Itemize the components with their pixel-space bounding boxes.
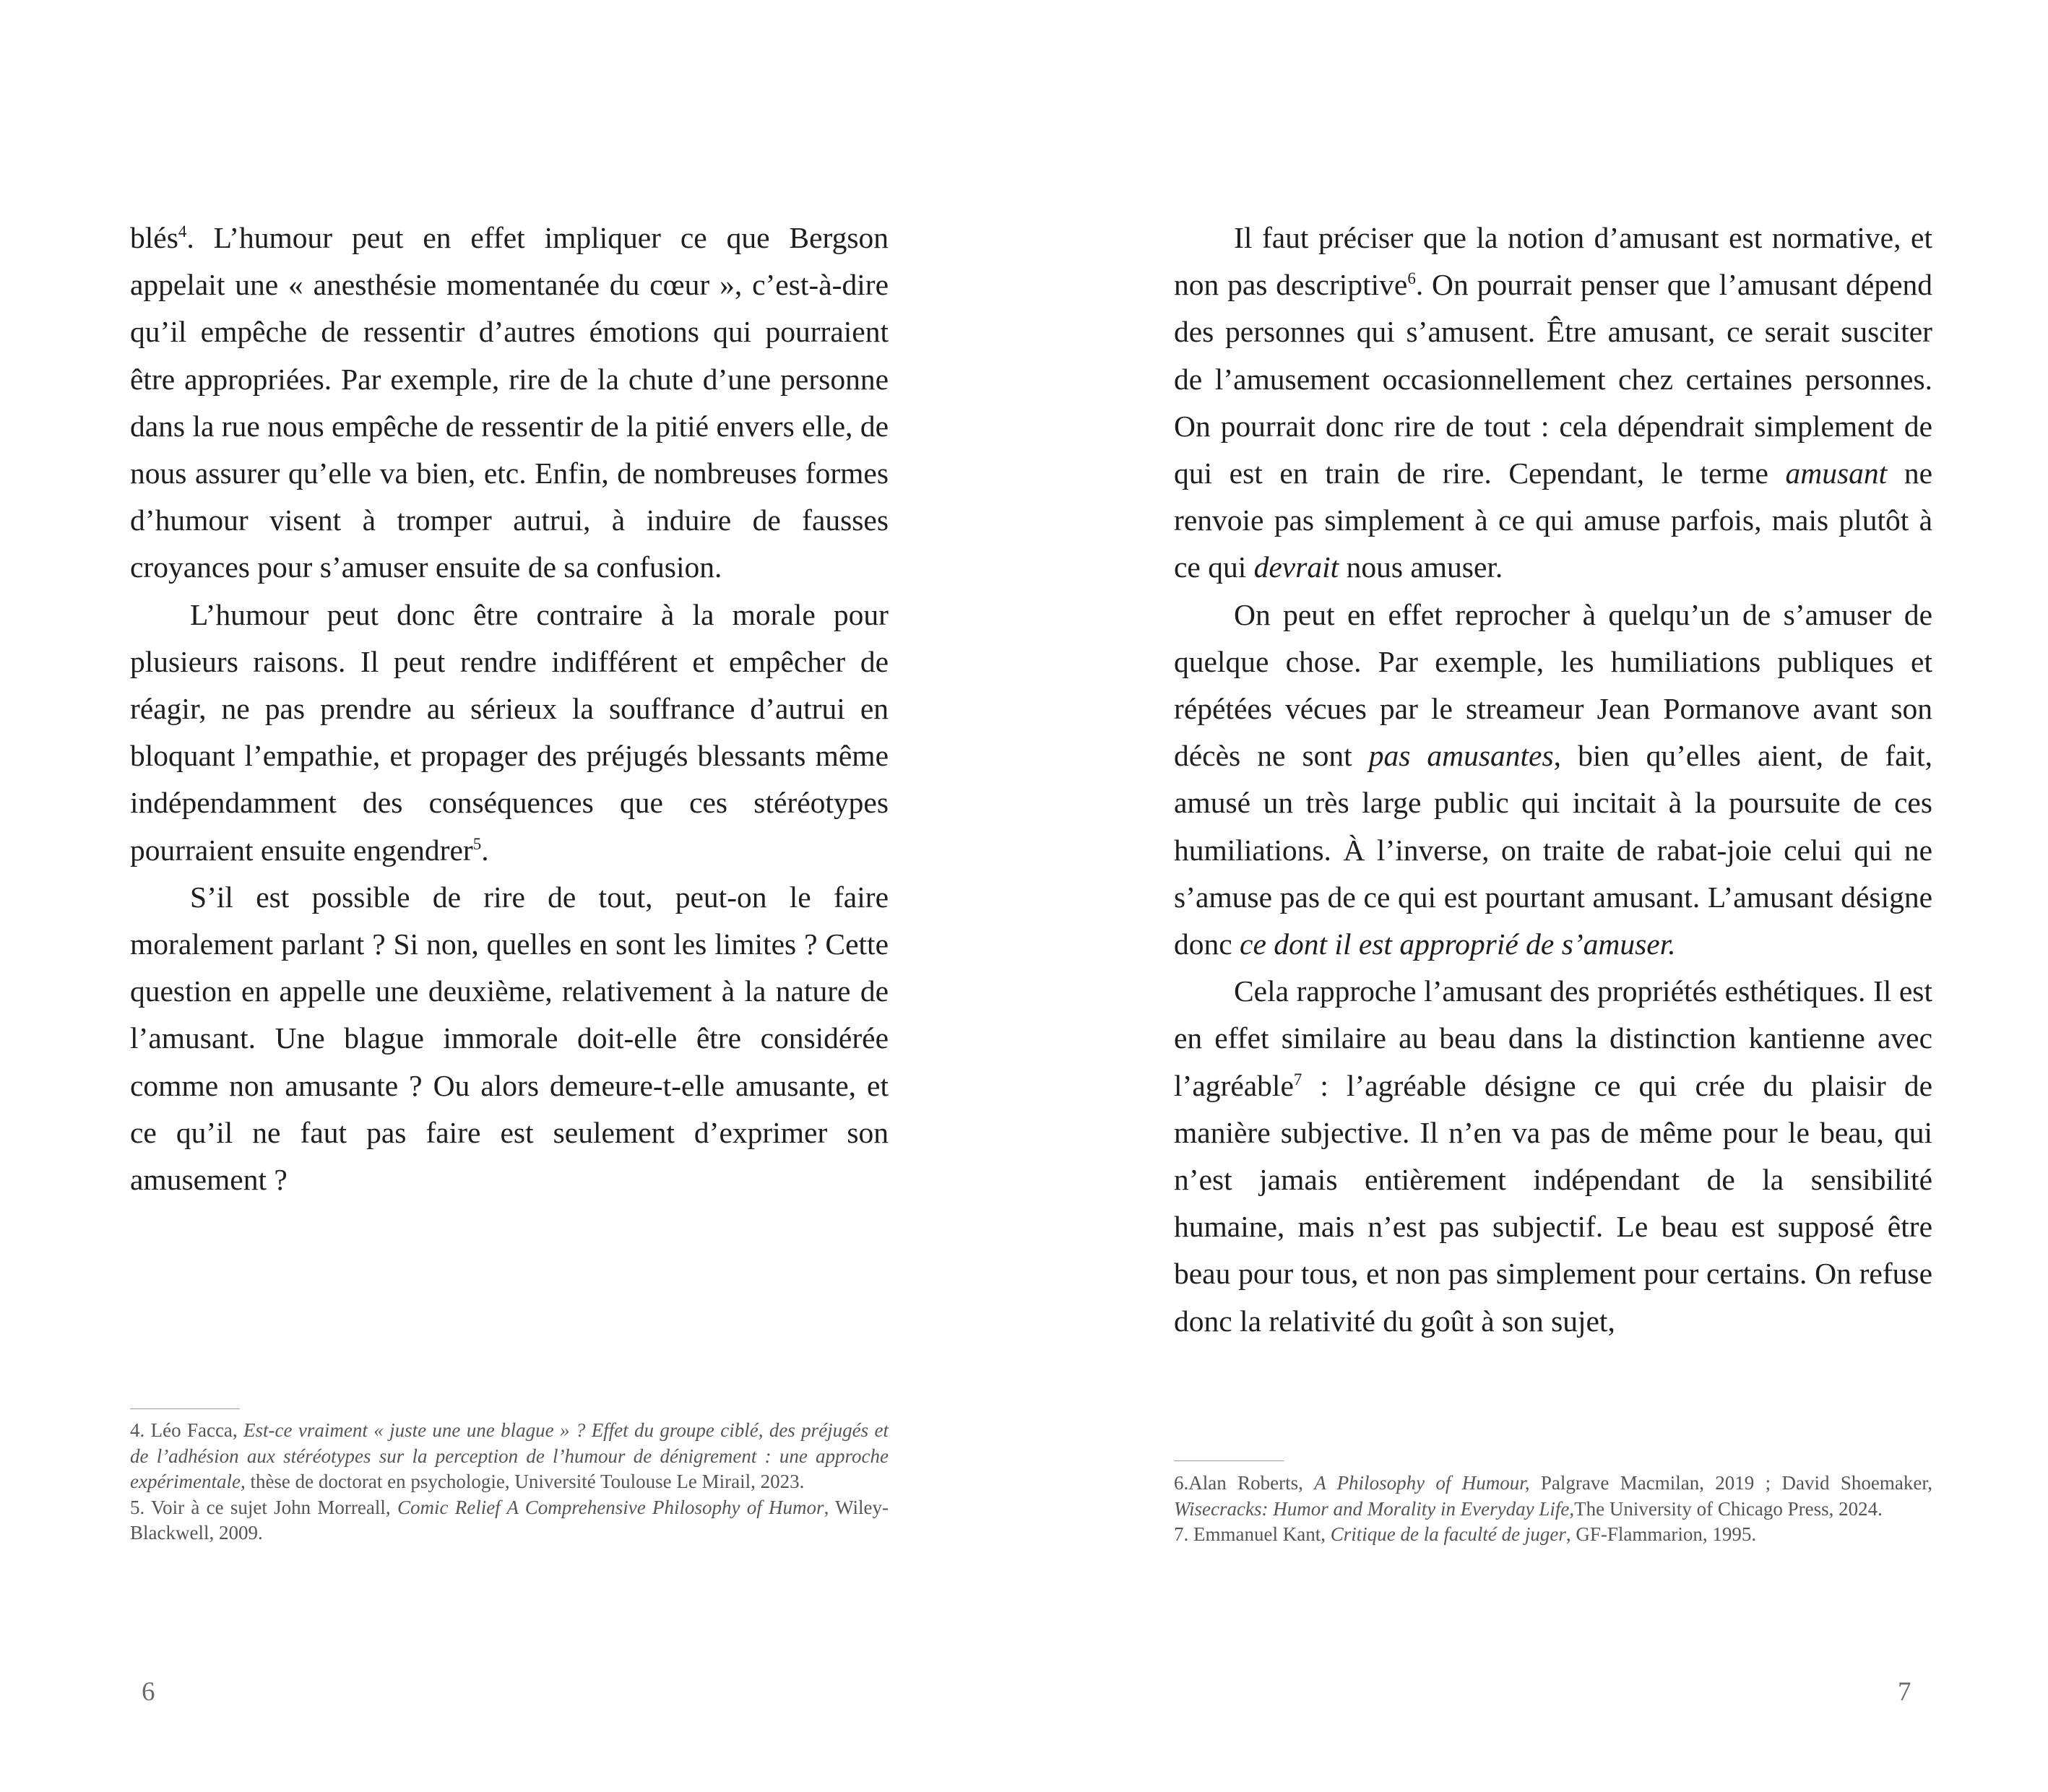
paragraph: Cela rapproche l’amusant des propriétés esthétiques. Il est en effet similaire au beau dans la distinction kantienne avec l’agréable$^7$ : l’agréable désigne ce qui crée du plaisir de manière subjective. Il n’en va pas de même pour le beau, qui n’est jamais entièrement indépendant de la sensibilité humaine, mais n’est pas subjectif. Le beau est supposé être beau pour tous, et non pas simplement pour certains. On refuse donc la relativité du goût à son sujet, [1174,974,1932,1338]
footnote-divider [1174,1460,1284,1461]
footnote: 7. Emmanuel Kant, Critique de la faculté de juger, GF-Flammarion, 1995. [1174,1523,1757,1545]
page-number: 6 [142,1677,155,1707]
body-text [1174,215,1932,1345]
footnote-ref[interactable]: 5 [472,834,482,853]
paragraph: S’il est possible de rire de tout, peut-on le faire moralement parlant ? Si non, quelles en sont les limites ? Cette question en appelle une deuxième, relativement à la nature de l’amusant. Une blague immorale doit-elle être considérée comme non amusante ? Ou alors demeure-t-elle amusante, et ce qu’il ne faut pas faire est seulement d’exprimer son amusement ? [130,880,889,1197]
footnote: 4. Léo Facca, Est-ce vraiment « juste une une blague » ? Effet du groupe ciblé, des préjugés et de l’adhésion aux stéréotypes sur la perception de l’humour de dénigrement : une approche expérimentale, thèse de doctorat en psychologie, Université Toulouse Le Mirail, 2023. [130,1419,889,1492]
paragraph: Il faut préciser que la notion d’amusant est normative, et non pas descriptive$^6$. On pourrait penser que l’amusant dépend des personnes qui s’amusent. Être amusant, ce serait susciter de l’amusement occasionnellement chez certaines personnes. On pourrait donc rire de tout : cela dépendrait simplement de qui est en train de rire. Cependant, le terme amusant ne renvoie pas simplement à ce qui amuse parfois, mais plutôt à ce qui devrait nous amuser. [1174,221,1933,584]
page-number: 7 [1898,1677,1911,1707]
paragraph: L’humour peut donc être contraire à la morale pour plusieurs raisons. Il peut rendre indifférent et empêcher de réagir, ne pas prendre au sérieux la souffrance d’autrui en bloquant l’empathie, et propager des préjugés blessants même indépendamment des conséquences que ces stéréotypes pourraient ensuite engendrer$^5$. [130,597,889,867]
footnote-divider [130,1408,240,1409]
footnote-ref[interactable]: 6 [1407,269,1416,288]
footnote-ref[interactable]: 7 [1293,1070,1302,1088]
footnote: 5. Voir à ce sujet John Morreall, Comic Relief A Comprehensive Philosophy of Humor, Wiley-Blackwell, 2009. [130,1496,889,1544]
paragraph: blés$^4$. L’humour peut en effet impliquer ce que Bergson appelait une « anesthésie momentanée du cœur », c’est-à-dire qu’il empêche de ressentir d’autres émotions qui pourraient être appropriées. Par exemple, rire de la chute d’une personne dans la rue nous empêche de ressentir de la pitié envers elle, de nous assurer qu’elle va bien, etc. Enfin, de nombreuses formes d’humour visent à tromper autrui, à induire de fausses croyances pour s’amuser ensuite de sa confusion. [130,221,889,584]
right-page [1024,0,2047,1792]
footnote: 6.Alan Roberts, A Philosophy of Humour, Palgrave Macmilan, 2019 ; David Shoemaker, Wisecracks: Humor and Morality in Everyday Life,The University of Chicago Press, 2024. [1174,1472,1932,1520]
paragraph: On peut en effet reprocher à quelqu’un de s’amuser de quelque chose. Par exemple, les humiliations publiques et répétées vécues par le streameur Jean Pormanove avant son décès ne sont pas amusantes, bien qu’elles aient, de fait, amusé un très large public qui incitait à la poursuite de ces humiliations. À l’inverse, on traite de rabat-joie celui qui ne s’amuse pas de ce qui est pourtant amusant. L’amusant désigne donc ce dont il est approprié de s’amuser. [1174,597,1932,961]
footnotes [1174,1471,1932,1548]
footnotes [130,1418,889,1546]
body-text [130,215,889,1203]
footnote-ref[interactable]: 4 [178,222,187,241]
